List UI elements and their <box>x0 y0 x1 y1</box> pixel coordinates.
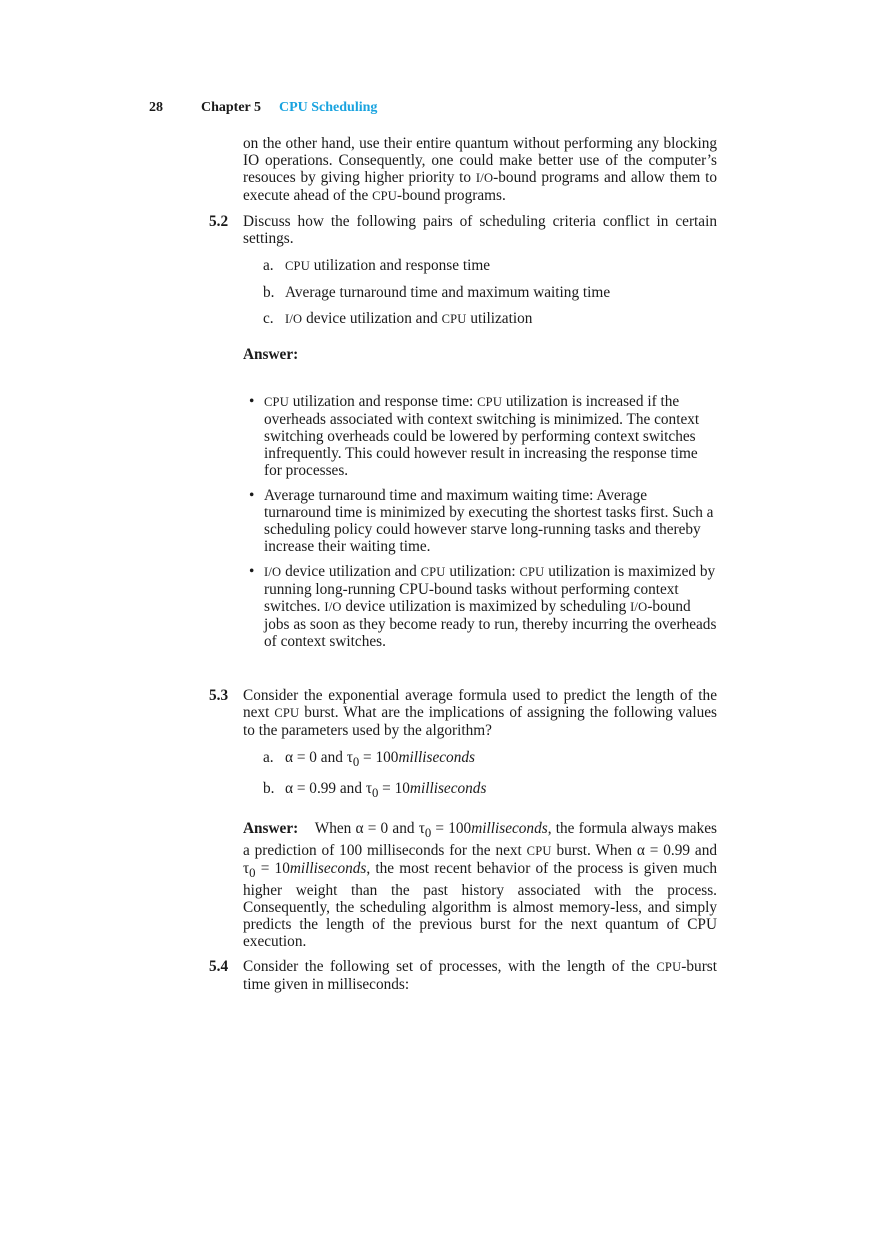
question-text: Consider the exponential average formula used to predict the length of the next CPU burst. What are the implications of assigning the following values to the parameters used by the algorithm? <box>243 687 717 739</box>
question-5-3 <box>209 687 717 739</box>
question-number: 5.4 <box>209 958 229 976</box>
question-5-4 <box>209 958 717 994</box>
option-b: b. α = 0.99 and $\tau_0$ = 10milliseconds <box>263 780 487 801</box>
question-5-3-options <box>243 749 717 802</box>
answer-label: Answer: <box>243 346 299 363</box>
body-text <box>209 135 717 994</box>
bullet-item: • CPU utilization and response time: CPU utilization is increased if the overheads associated with context switching is minimized. The context switching overheads could be lowered by performing context switches infrequently. This could however result in increasing the response time for processes. <box>249 393 700 479</box>
bullet-item: • Average turnaround time and maximum waiting time: Average turnaround time is minimized by executing the shortest tasks first. Such a scheduling policy could however starve long-running tasks and thereby increase their waiting time. <box>249 487 714 555</box>
answer-paragraph: Answer: When α = 0 and $\tau_0$ = 100milliseconds, the formula always makes a prediction of 100 milliseconds for the next CPU burst. When α = 0.99 and $\tau_0$ = 10milliseconds, the most recent behavior of the process is given much higher weight than the past history associated with the process. Consequently, the scheduling algorithm is almost memory-less, and simply predicts the length of the previous burst for the next quantum of CPU execution. <box>243 820 717 951</box>
question-number: 5.3 <box>209 687 229 704</box>
intro-paragraph: on the other hand, use their entire quantum without performing any blocking IO operations. Consequently, one could make better use of the computer’s resouces by giving higher priority to I/O-bound programs and allow them to execute ahead of the CPU-bound programs. <box>243 135 717 204</box>
option-a: a. α = 0 and $\tau_0$ = 100milliseconds <box>263 749 475 770</box>
option-b: b. Average turnaround time and maximum waiting time <box>263 284 611 301</box>
chapter-label: Chapter 5 <box>201 100 262 115</box>
bullet-item: • I/O device utilization and CPU utilization: CPU utilization is maximized by running long-running CPU-bound tasks without performing context switches. I/O device utilization is maximized by scheduling I/O-bound jobs as soon as they become ready to run, thereby incurring the overheads of context switches. <box>249 563 717 650</box>
page-number: 28 <box>149 100 163 115</box>
question-text: Consider the following set of processes, with the length of the CPU-burst time given in milliseconds: <box>243 958 717 994</box>
option-c: c. I/O device utilization and CPU utilization <box>263 310 533 327</box>
option-a: a. CPU utilization and response time <box>263 257 491 274</box>
question-5-2 <box>209 213 717 247</box>
question-text: Discuss how the following pairs of scheduling criteria conflict in certain settings. <box>243 213 717 247</box>
answer-bullets <box>243 393 717 650</box>
question-number: 5.2 <box>209 213 229 230</box>
question-5-2-options <box>243 257 717 328</box>
chapter-title: CPU Scheduling <box>279 100 378 115</box>
